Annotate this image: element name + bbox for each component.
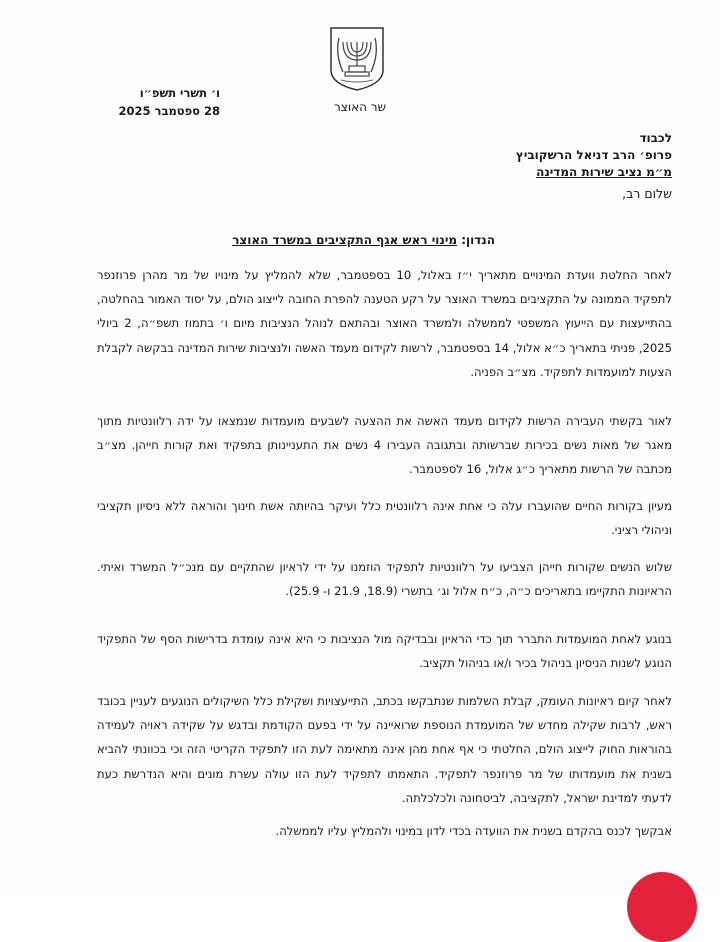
gregorian-date: 28 ספטמבר 2025 xyxy=(118,104,220,118)
paragraph-7: אבקשך לכנס בהקדם בשנית את הוועדה בכדי לדון במינוי ולהמליץ עליו לממשלה. xyxy=(275,824,672,838)
hebrew-date: ו׳ תשרי תשפ״ו xyxy=(139,86,220,100)
paragraph-5: בנוגע לאחת המועמדות התברר תוך כדי הראיון ובבדיקה מול הנציבות כי היא אינה עומדת בדרישות הסף של התפקיד הנוגע לשנות הניסיון בניהול בכיר ו/או בניהול תקציב. xyxy=(97,632,672,671)
recipient-name: פרופ׳ הרב דניאל הרשקוביץ xyxy=(515,148,672,162)
recipient-to: לכבוד xyxy=(639,131,672,145)
paragraph-3: מעיון בקורות החיים שהועברו עלה כי אחת אינה רלוונטית כלל ועיקר בהיותה אשת חינוך והוראה ללא ניסיון תקציבי וניהולי רציני. xyxy=(97,499,672,538)
paragraph-2: לאור בקשתי העבירה הרשות לקידום מעמד האשה את ההצעה לשבעים מועמדות שנמצאו על ידה רלוונטיות מתוך מאגר של מאות נשים בכירות שברשותה ובתגובה העבירו 4 נשים את התעניינותן בתפקיד ואת קורות חייהן. מצ״ב מכתבה של הרשות מתאריך כ״ג אלול, 16 לספטמבר. xyxy=(97,414,672,477)
state-emblem-icon xyxy=(327,24,387,92)
greeting: שלום רב, xyxy=(622,186,672,201)
recipient-block xyxy=(516,130,672,181)
ministry-title: שר האוצר xyxy=(333,100,387,114)
subject-line xyxy=(210,233,495,247)
paragraph-1: לאחר החלטת וועדת המינויים מתאריך י״ז באלול, 10 בספטמבר, שלא להמליץ על מינויו של מר מהרן פרוזנפר לתפקיד הממונה על התקציבים במשרד האוצר על רקע הטענה להפרת החובה לייצוג הולם, על יסוד האמור בהחלטה, בהתייעצות עם הייעוץ המשפטי לממשלה ולמשרד האוצר ובהתאם לנוהל הנציבות מיום ו׳ בתמוז תשפ״ה, 2 ביולי 2025, פניתי בתאריך כ״א אלול, 14 בספטמבר, לרשות לקידום מעמד האשה ולנציבות שירות המדינה בבקשה לקבלת הצעות למועמדות לתפקיד. מצ״ב הפניה. xyxy=(96,268,672,379)
date-block xyxy=(100,84,220,120)
recipient-title: מ״מ נציב שירות המדינה xyxy=(536,165,672,179)
paragraph-4: שלוש הנשים שקורות חייהן הצביעו על רלוונטיות לתפקיד הוזמנו על ידי לראיון שהתקיים עם מנכ״ל המשרד ואיתי. הראיונות התקיימו בתאריכים כ״ה, כ״ח אלול וג׳ בתשרי (18.9, 21.9 ו- 25.9). xyxy=(97,560,672,599)
paragraph-6: לאחר קיום ראיונות העומק, קבלת השלמות שנתבקשו בכתב, התייעצויות ושקילת כלל השיקולים הנוגעים לעניין בכובד ראש, לרבות שקילה מחדש של המועמדת הנוספת שרואיינה על ידי בפעם הקודמת ובדגש על שקידה ראויה לעמידה בהוראות החוק לייצוג הולם, החלטתי כי אף אחת מהן אינה מתאימה לעת הזו לתפקיד הקריטי הזה וכי בכוונתי להביא בשנית את מועמדותו של מר פרוזנפר לתפקיד. התאמתו לתפקיד לעת הזו עולה עשרת מונים והיא הנדרשת כעת לדעתי למדינת ישראל, לתקציבה, לביטחונה ולכלכלתה. xyxy=(97,694,672,805)
subject-text: מינוי ראש אגף התקציבים במשרד האוצר xyxy=(232,233,458,247)
red-circle-overlay xyxy=(627,872,697,942)
subject-label: הנדון: xyxy=(461,233,495,247)
